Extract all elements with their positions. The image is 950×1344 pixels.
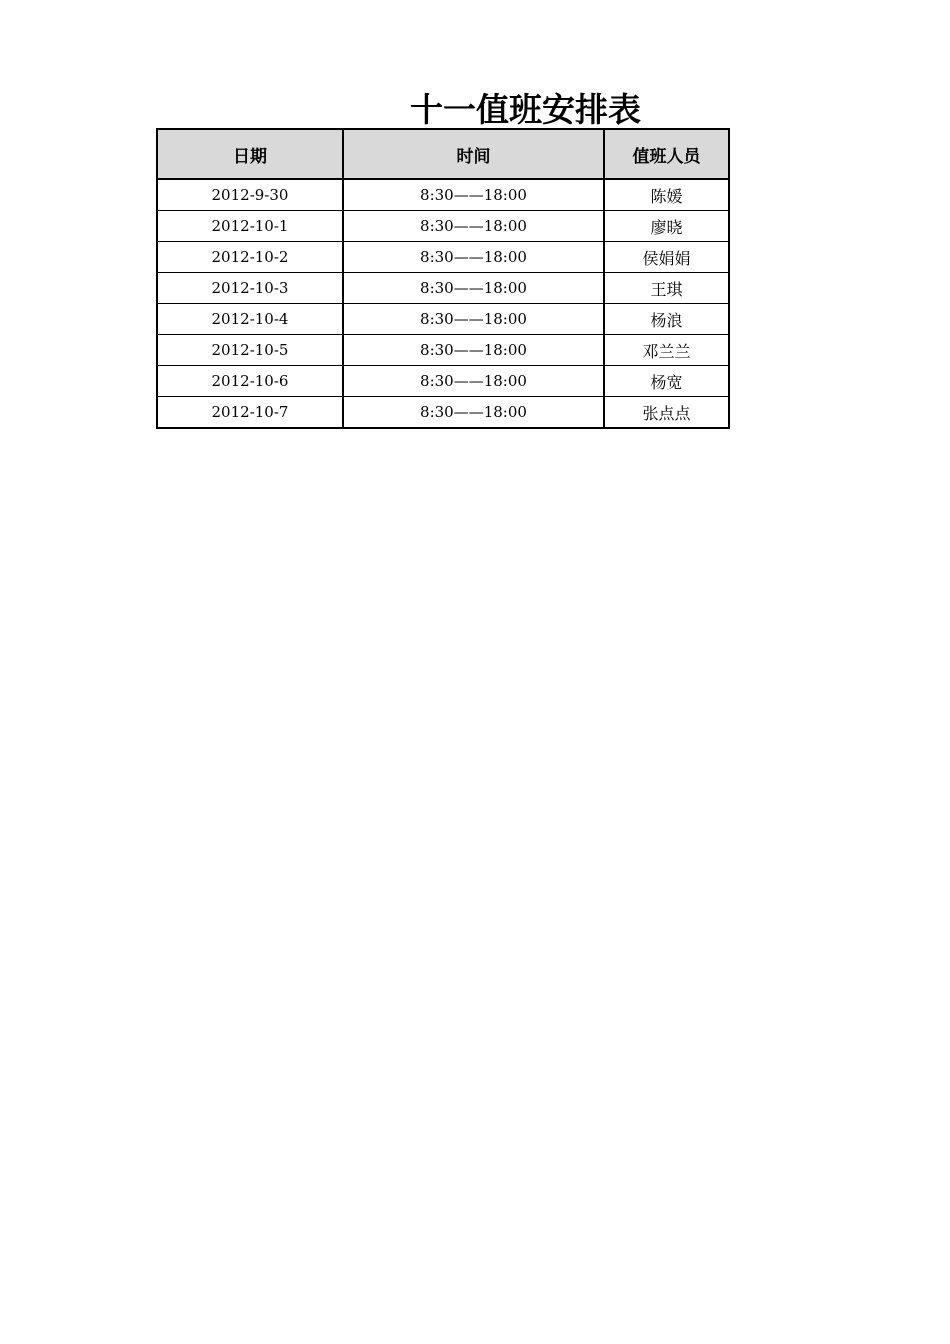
cell-time: 8:30——18:00 [343,242,604,273]
cell-time: 8:30——18:00 [343,397,604,429]
duty-schedule-table [156,128,730,429]
table-row [157,242,729,273]
cell-date: 2012-10-7 [157,397,343,429]
cell-person: 杨宽 [604,366,729,397]
page-title: 十一值班安排表 [410,90,641,129]
cell-date: 2012-10-3 [157,273,343,304]
cell-person: 陈媛 [604,179,729,211]
cell-date: 2012-10-4 [157,304,343,335]
table-row [157,211,729,242]
cell-date: 2012-10-2 [157,242,343,273]
table-header [157,129,729,179]
cell-person: 邓兰兰 [604,335,729,366]
cell-date: 2012-10-1 [157,211,343,242]
cell-person: 侯娟娟 [604,242,729,273]
cell-time: 8:30——18:00 [343,273,604,304]
cell-time: 8:30——18:00 [343,179,604,211]
table-row [157,179,729,211]
table-row [157,366,729,397]
table-body [157,179,729,428]
header-time: 时间 [343,129,604,179]
header-row [157,129,729,179]
cell-time: 8:30——18:00 [343,211,604,242]
table-row [157,335,729,366]
cell-date: 2012-9-30 [157,179,343,211]
cell-time: 8:30——18:00 [343,366,604,397]
table-row [157,273,729,304]
cell-date: 2012-10-6 [157,366,343,397]
table-row [157,397,729,429]
cell-person: 杨浪 [604,304,729,335]
cell-time: 8:30——18:00 [343,304,604,335]
header-person: 值班人员 [604,129,729,179]
cell-person: 王琪 [604,273,729,304]
table-row [157,304,729,335]
header-date: 日期 [157,129,343,179]
cell-time: 8:30——18:00 [343,335,604,366]
cell-person: 廖晓 [604,211,729,242]
cell-date: 2012-10-5 [157,335,343,366]
cell-person: 张点点 [604,397,729,429]
